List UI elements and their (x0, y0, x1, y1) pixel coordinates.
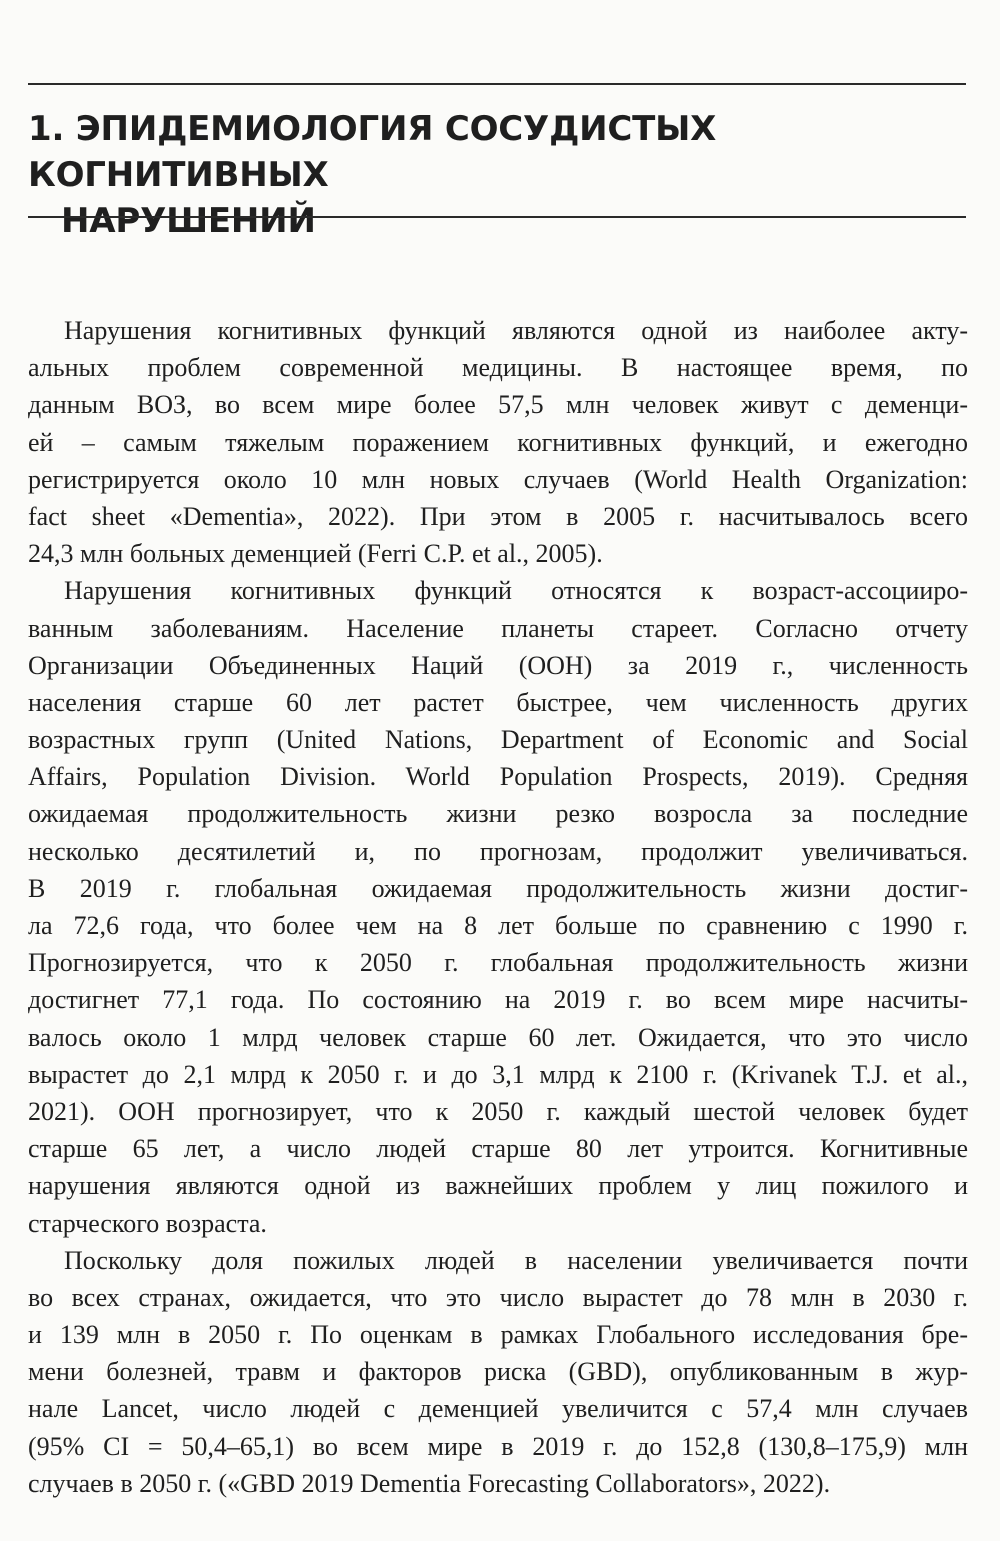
chapter-title-line-1: 1. ЭПИДЕМИОЛОГИЯ СОСУДИСТЫХ КОГНИТИВНЫХ (28, 109, 717, 195)
text-line: данным ВОЗ, во всем мире более 57,5 млн человек живут с деменци- (28, 390, 968, 420)
paragraph (28, 572, 968, 1241)
text-line: возрастных групп (United Nations, Department of Economic and Social (28, 725, 968, 755)
text-line: ла 72,6 года, что более чем на 8 лет больше по сравнению с 1990 г. (28, 911, 968, 940)
text-line: ожидаемая продолжительность жизни резко возросла за последние (28, 799, 968, 829)
text-line: во всех странах, ожидается, что это число вырастет до 78 млн в 2030 г. (28, 1282, 968, 1312)
text-line: Организации Объединенных Наций (ООН) за 2019 г., численность (28, 650, 968, 680)
text-line: и 139 млн в 2050 г. По оценкам в рамках Глобального исследования бре- (28, 1320, 968, 1350)
text-line: старческого возраста. (28, 1208, 267, 1238)
text-line: альных проблем современной медицины. В настоящее время, по (28, 353, 968, 383)
paragraph (28, 1242, 968, 1502)
text-line: Нарушения когнитивных функций являются одной из наиболее акту- (64, 316, 968, 345)
text-line: 2021). ООН прогнозирует, что к 2050 г. каждый шестой человек будет (28, 1096, 968, 1126)
chapter-title-line-2: НАРУШЕНИЙ (61, 201, 316, 241)
text-line: (95% CI = 50,4–65,1) во всем мире в 2019 г. до 152,8 (130,8–175,9) млн (28, 1431, 968, 1461)
text-line: ей – самым тяжелым поражением когнитивных функций, и ежегодно (28, 427, 968, 457)
text-line: Affairs, Population Division. World Population Prospects, 2019). Средняя (28, 762, 968, 792)
text-line: Прогнозируется, что к 2050 г. глобальная продолжительность жизни (28, 948, 968, 978)
text-line: мени болезней, травм и факторов риска (GBD), опубликованным в жур- (28, 1357, 968, 1387)
text-line: населения старше 60 лет растет быстрее, чем численность других (28, 687, 968, 717)
text-line: валось около 1 млрд человек старше 60 лет. Ожидается, что это число (28, 1022, 968, 1052)
text-line: вырастет до 2,1 млрд к 2050 г. и до 3,1 млрд к 2100 г. (Krivanek T.J. et al., (28, 1059, 968, 1089)
text-line: нарушения являются одной из важнейших проблем у лиц пожилого и (28, 1171, 968, 1201)
bottom-rule (28, 216, 966, 218)
text-line: несколько десятилетий и, по прогнозам, продолжит увеличиваться. (28, 836, 968, 866)
text-line: fact sheet «Dementia», 2022). При этом в 2005 г. насчитывалось всего (28, 501, 968, 531)
top-rule (28, 83, 966, 85)
body-text (28, 312, 968, 1502)
text-line: случаев в 2050 г. («GBD 2019 Dementia Forecasting Collaborators», 2022). (28, 1468, 831, 1498)
text-line: достигнет 77,1 года. По состоянию на 2019 г. во всем мире насчиты- (28, 985, 968, 1015)
text-line: нале Lancet, число людей с деменцией увеличится с 57,4 млн случаев (28, 1394, 968, 1424)
text-line: 24,3 млн больных деменцией (Ferri C.P. et al., 2005). (28, 539, 603, 569)
text-line: регистрируется около 10 млн новых случаев (World Health Organization: (28, 464, 968, 494)
paragraph (28, 312, 968, 572)
text-line: Поскольку доля пожилых людей в населении увеличивается почти (64, 1245, 968, 1275)
text-line: ванным заболеваниям. Население планеты стареет. Согласно отчету (28, 613, 968, 643)
text-line: В 2019 г. глобальная ожидаемая продолжительность жизни достиг- (28, 873, 968, 903)
chapter-title (28, 106, 966, 244)
text-line: Нарушения когнитивных функций относятся к возраст-ассоцииро- (64, 576, 968, 606)
text-line: старше 65 лет, а число людей старше 80 лет утроится. Когнитивные (28, 1134, 968, 1164)
